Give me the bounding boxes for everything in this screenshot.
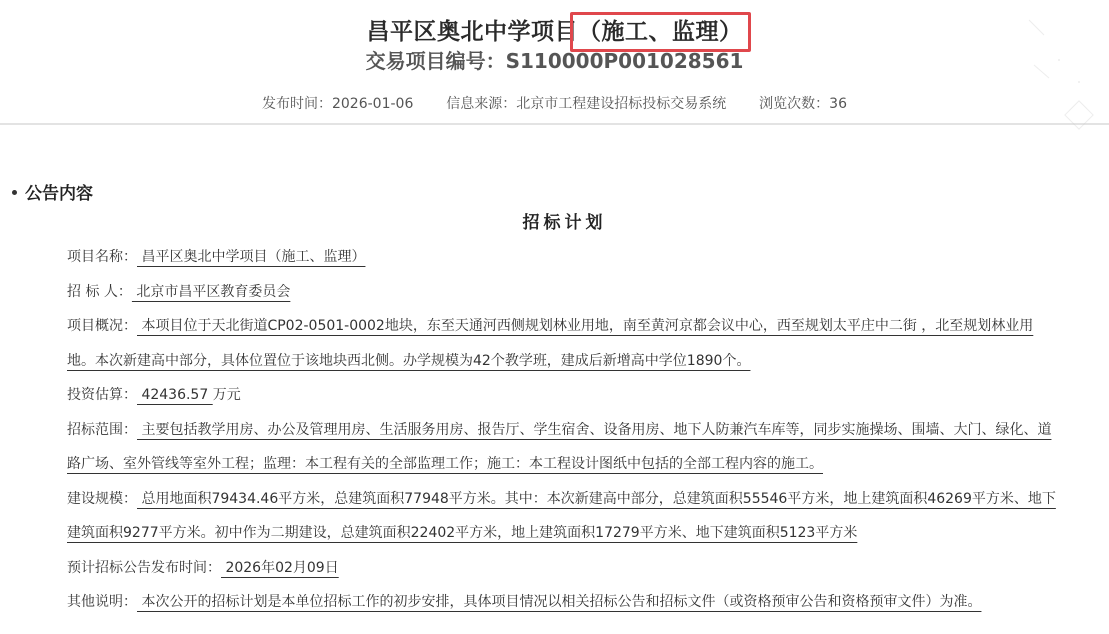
field-label: 其他说明： [67,594,137,610]
field-expected-date [67,551,1057,586]
notice-body [67,240,1057,620]
field-other-notes [67,585,1057,620]
publish-date: 2026-01-06 [331,96,414,112]
views-count: 36 [829,96,847,112]
watermark-decoration-icon [1009,10,1099,130]
field-value: 主要包括教学用房、办公及管理用房、生活服务用房、报告厅、学生宿舍、设备用房、地下人防兼汽车库等，同步实施操场、围墙、大门、绿化、道路广场、室外管线等室外工程；监理：本工程有关的全部监理工作；施工：本工程设计图纸中包括的全部工程内容的施工。 [67,421,1052,472]
field-value: 2026年02月09日 [221,559,339,576]
trade-code-value: S110000P001028561 [505,49,744,73]
field-value: 昌平区奥北中学项目（施工、监理） [137,249,366,265]
field-overview [67,309,1057,378]
field-label: 招标范围： [67,421,137,438]
notice-header [0,0,1109,125]
field-value: 北京市昌平区教育委员会 [131,283,291,300]
title-main: 昌平区奥北中学项目 [366,19,578,45]
field-scale [67,482,1057,551]
field-value: 42436.57 [137,387,213,403]
views-label: 浏览次数： [759,96,830,112]
source-label: 信息来源： [446,96,517,112]
field-value: 本项目位于天北街道CP02-0501-0002地块，东至天通河西侧规划林业用地，南至黄河京都会议中心，西至规划太平庄中二街 ，北至规划林业用地。本次新建高中部分，具体位置位于该地块西北侧。办学规模为42个教学班，建成后新增高中学位1890个。 [67,318,1034,369]
field-label: 投资估算： [67,387,137,403]
publish-label: 发布时间： [261,96,332,112]
title-highlight-box: （施工、监理） [578,14,743,50]
field-label: 项目名称： [67,249,137,265]
document-title: 招标计划 [522,213,607,233]
trade-code-label: 交易项目编号： [365,49,506,73]
field-unit: 万元 [212,387,241,403]
field-label: 预计招标公告发布时间： [67,559,221,576]
field-label: 项目概况： [67,318,137,334]
field-scope [67,413,1057,482]
field-project-name [67,240,1057,275]
field-value: 本次公开的招标计划是本单位招标工作的初步安排，具体项目情况以相关招标公告和招标文件（或资格预审公告和资格预审文件）为准。 [137,594,982,610]
section-heading-text: 公告内容 [25,184,93,204]
section-heading [12,181,93,207]
meta-info [0,92,1109,116]
field-investment [67,378,1057,413]
field-tenderer [67,275,1057,310]
page-title [0,14,1109,50]
field-label: 招 标 人： [67,283,132,300]
field-value: 总用地面积79434.46平方米，总建筑面积77948平方米。其中：本次新建高中部分，总建筑面积55546平方米，地上建筑面积46269平方米、地下建筑面积9277平方米。初中作为二期建设，总建筑面积22402平方米，地上建筑面积17279平方米、地下建筑面积5123平方米 [67,490,1056,541]
source-value: 北京市工程建设招标投标交易系统 [516,96,727,112]
bullet-dot-icon [12,190,17,195]
trade-code [0,46,1109,76]
field-label: 建设规模： [67,490,137,507]
